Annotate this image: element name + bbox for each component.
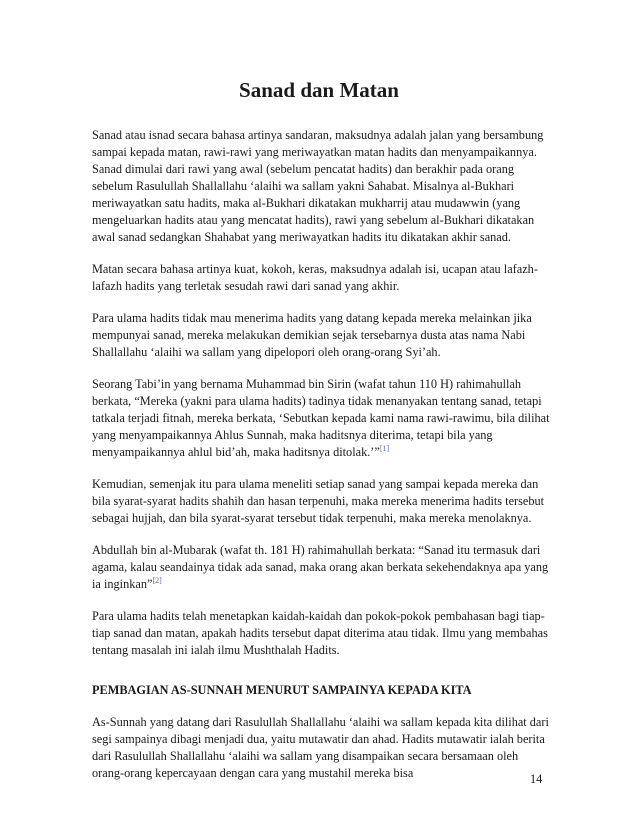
paragraph-sanad-definition: Sanad atau isnad secara bahasa artinya sandaran, maksudnya adalah jalan yang bersambung sampai kepada matan, rawi-rawi yang meriwayatkan matan hadits dan menyampaikannya. Sanad dimulai dari rawi yang awal (sebelum pencatat hadits) dan berakhir pada orang sebelum Rasulullah Shallallahu ‘alaihi wa sallam yakni Sahabat. Misalnya al-Bukhari meriwayatkan satu hadits, maka al-Bukhari dikatakan mukharrij atau mudawwin (yang mengeluarkan hadits atau yang mencatat hadits), rawi yang sebelum al-Bukhari dikatakan awal sanad sedangkan Shahabat yang meriwayatkan hadits itu dikatakan akhir sanad. xyxy=(92,128,544,244)
page-title: Sanad dan Matan xyxy=(239,78,399,102)
paragraph-kaidah: Para ulama hadits telah menetapkan kaidah-kaidah dan pokok-pokok pembahasan bagi tiap-tiap sanad dan matan, apakah hadits tersebut dapat diterima atau tidak. Ilmu yang membahas tentang masalah ini ialah ilmu Mushthalah Hadits. xyxy=(92,609,548,657)
paragraph-as-sunnah: As-Sunnah yang datang dari Rasulullah Shallallahu ‘alaihi wa sallam kepada kita dilihat dari segi sampainya dibagi menjadi dua, yaitu mutawatir dan ahad. Hadits mutawatir ialah berita dari Rasulullah Shallallahu ‘alaihi wa sallam yang disampaikan secara bersamaan oleh orang-orang kepercayaan dengan cara yang mustahil mereka bisa xyxy=(92,715,549,780)
paragraph-ibnu-sirin xyxy=(92,376,552,461)
paragraph-ibnu-sirin-text: Seorang Tabi’in yang bernama Muhammad bin Sirin (wafat tahun 110 H) rahimahullah berkata, “Mereka (yakni para ulama hadits) tadinya tidak menanyakan tentang sanad, tetapi tatkala terjadi fitnah, mereka berkata, ‘Sebutkan kepada kami nama rawi-rawimu, bila dilihat yang menyampaikannya Ahlus Sunnah, maka haditsnya diterima, tetapi bila yang menyampaikannya ahlul bid’ah, maka haditsnya ditolak.’” xyxy=(92,377,550,459)
footnote-ref-1[interactable]: [1] xyxy=(379,443,390,453)
document-body xyxy=(92,127,552,797)
footnote-ref-2[interactable]: [2] xyxy=(152,575,162,585)
paragraph-ibnu-mubarak-text: Abdullah bin al-Mubarak (wafat th. 181 H) rahimahullah berkata: “Sanad itu termasuk dari agama, kalau seandainya tidak ada sanad, maka orang akan berkata sekehendaknya apa yang ia inginkan” xyxy=(92,543,549,591)
paragraph-ulama-sanad: Para ulama hadits tidak mau menerima hadits yang datang kepada mereka melainkan jika mempunyai sanad, mereka melakukan demikian sejak tersebarnya dusta atas nama Nabi Shallallahu ‘alaihi wa sallam yang dipelopori oleh orang-orang Syi’ah. xyxy=(92,311,532,359)
section-heading: PEMBAGIAN AS-SUNNAH MENURUT SAMPAINYA KEPADA KITA xyxy=(92,683,472,697)
page-number: 14 xyxy=(530,772,543,786)
paragraph-matan-definition: Matan secara bahasa artinya kuat, kokoh, keras, maksudnya adalah isi, ucapan atau lafazh-lafazh hadits yang terletak sesudah rawi dari sanad yang akhir. xyxy=(92,262,538,293)
paragraph-kemudian: Kemudian, semenjak itu para ulama meneliti setiap sanad yang sampai kepada mereka dan bila syarat-syarat hadits shahih dan hasan terpenuhi, maka mereka menerima hadits tersebut sebagai hujjah, dan bila syarat-syarat tersebut tidak terpenuhi, maka mereka menolaknya. xyxy=(92,477,545,525)
paragraph-ibnu-mubarak xyxy=(92,542,552,593)
